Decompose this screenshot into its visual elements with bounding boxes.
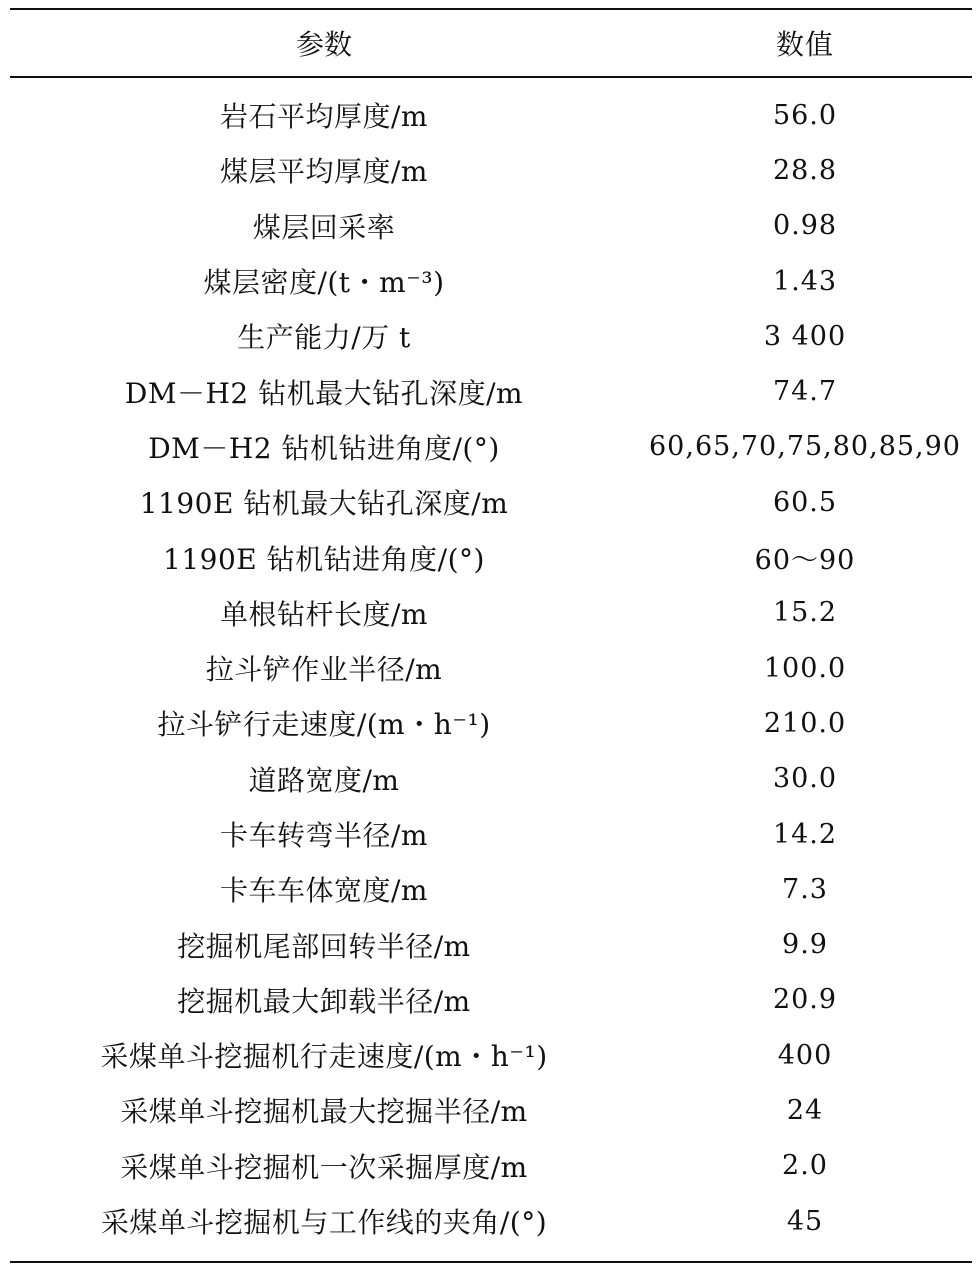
value-cell: 60,65,70,75,80,85,90 [649, 431, 961, 463]
param-cell: 岩石平均厚度/m [220, 100, 428, 134]
param-cell: 煤层回采率 [252, 210, 396, 244]
value-cell: 15.2 [772, 597, 838, 629]
value-cell: 30.0 [772, 763, 838, 795]
param-cell: 卡车转弯半径/m [220, 819, 428, 852]
param-cell: 拉斗铲作业半径/m [205, 653, 443, 687]
table-row [10, 972, 972, 1027]
table-row [10, 1138, 972, 1193]
table-row [10, 88, 972, 143]
table-row [10, 1028, 972, 1083]
param-cell: DM－H2 钻机最大钻孔深度/m [124, 376, 524, 410]
value-cell: 2.0 [782, 1150, 828, 1182]
header-param: 参数 [295, 28, 352, 61]
table-row [10, 585, 972, 640]
value-cell: 400 [777, 1039, 833, 1071]
value-cell: 74.7 [772, 376, 838, 408]
table-row [10, 419, 972, 474]
table-row [10, 475, 972, 530]
value-cell: 7.3 [782, 873, 828, 905]
table-bottom-rule [10, 1261, 972, 1263]
table-row [10, 640, 972, 695]
param-cell: 挖掘机尾部回转半径/m [177, 929, 471, 963]
param-cell: 生产能力/万 t [237, 321, 411, 355]
value-cell: 3 400 [763, 320, 847, 352]
value-cell: 24 [786, 1094, 824, 1126]
param-cell: 采煤单斗挖掘机一次采掘厚度/m [120, 1150, 528, 1184]
value-cell: 28.8 [772, 154, 838, 186]
table-row [10, 1193, 972, 1248]
value-cell: 60.5 [772, 486, 838, 518]
value-cell: 20.9 [772, 984, 838, 1016]
table-row [10, 253, 972, 308]
param-cell: 煤层密度/(t・m⁻³) [203, 266, 445, 300]
value-cell: 9.9 [782, 929, 828, 961]
param-cell: DM－H2 钻机钻进角度/(°) [148, 431, 500, 465]
value-cell: 210.0 [763, 707, 847, 739]
table-row [10, 862, 972, 917]
param-cell: 拉斗铲行走速度/(m・h⁻¹) [157, 708, 491, 742]
value-cell: 100.0 [763, 652, 847, 684]
table-row [10, 309, 972, 364]
table-body [10, 78, 972, 1249]
param-cell: 挖掘机最大卸载半径/m [177, 984, 471, 1018]
value-cell: 45 [786, 1205, 824, 1237]
table-row [10, 806, 972, 861]
table-row [10, 751, 972, 806]
param-cell: 采煤单斗挖掘机与工作线的夹角/(°) [100, 1206, 548, 1240]
param-cell: 单根钻杆长度/m [220, 597, 428, 631]
table-row [10, 198, 972, 253]
table-row [10, 530, 972, 585]
header-value: 数值 [775, 28, 834, 61]
value-cell: 14.2 [772, 818, 838, 850]
param-cell: 采煤单斗挖掘机最大挖掘半径/m [120, 1095, 528, 1129]
parameter-table [10, 8, 972, 1263]
param-cell: 1190E 钻机最大钻孔深度/m [139, 487, 509, 521]
param-cell: 1190E 钻机钻进角度/(°) [163, 542, 485, 576]
table-row [10, 1083, 972, 1138]
value-cell: 1.43 [772, 265, 838, 297]
table-header-row [10, 10, 972, 76]
param-cell: 煤层平均厚度/m [220, 155, 428, 189]
table-row [10, 917, 972, 972]
param-cell: 道路宽度/m [248, 763, 400, 797]
table-row [10, 696, 972, 751]
table-row [10, 143, 972, 198]
param-cell: 卡车车体宽度/m [220, 874, 428, 908]
param-cell: 采煤单斗挖掘机行走速度/(m・h⁻¹) [100, 1040, 548, 1074]
value-cell: 56.0 [772, 99, 838, 131]
table-row [10, 364, 972, 419]
value-cell: 60～90 [754, 545, 856, 577]
value-cell: 0.98 [772, 210, 838, 242]
